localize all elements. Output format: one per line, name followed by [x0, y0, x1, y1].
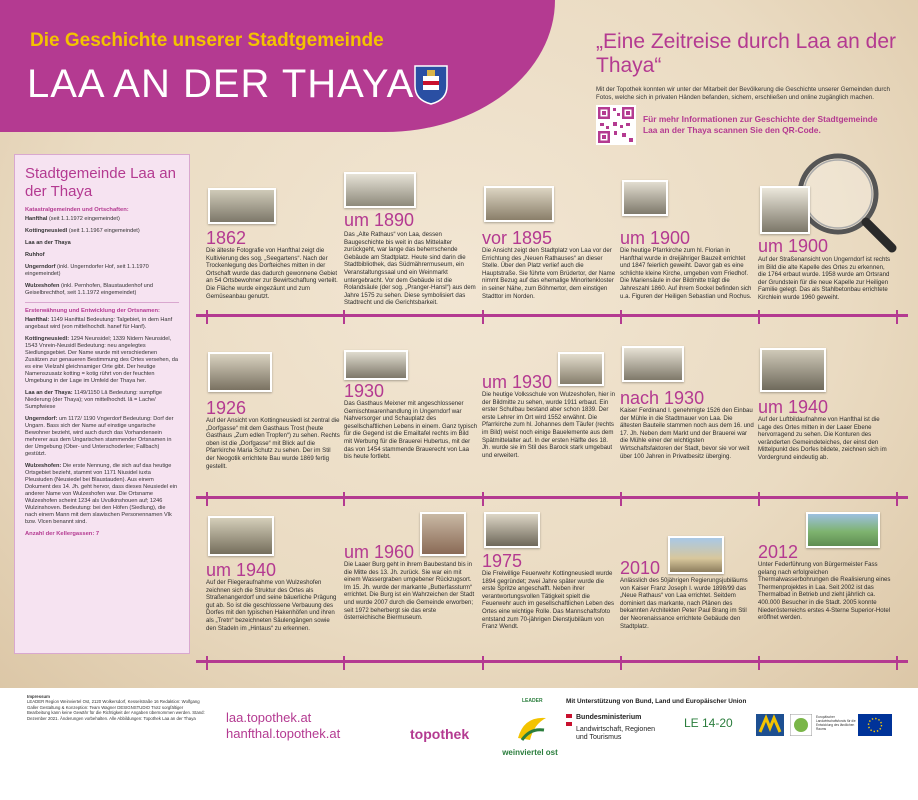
place-note: (inkl. Ungerndorfer Hof, seit 1.1.1970 eingemeindet)	[25, 264, 149, 277]
place-note: (inkl. Pernhofen, Blaustaudenhof und Geiselbrechthof, seit 1.1.1972 eingemeindet)	[25, 283, 154, 296]
entry-text: Die heutige Pfarrkirche zum hl. Florian in Hanfthal wurde in dreijähriger Bauzeit errichtet und 1847 feierlich geweiht. Davor gab es eine schlichte kleine Kirche, umgeben vom Friedhof. Die Mariensäule in der Bildmitte trägt die Jahreszahl 1860. Auf ihrem Sockel befinden sich u.a. Figuren der Heiligen Sebastian und Rochus.	[620, 247, 752, 300]
photo-um-1900-ungerndorf	[760, 186, 810, 234]
place-item	[25, 216, 179, 223]
timeline-tick	[620, 492, 622, 506]
timeline-tick	[758, 656, 760, 670]
header-band	[0, 0, 555, 132]
entry-text: Das Gasthaus Meixner mit angeschlossener Gemischtwarenhandlung in Ungerndorf war Nahversorger und Schauplatz des gesellschaftlichen Lebens in einem. Ganz typisch für die Gegend ist die Emailtafel rechts im Bild mit Werbung für die Brauerei Hubertus, mit der das von 1454 stammende Brauerecht von Laa bis heute fortlebt.	[344, 400, 478, 461]
photo-1862	[208, 188, 276, 224]
place-name: Ruhhof	[25, 252, 45, 258]
timeline-tick	[343, 310, 345, 324]
poster-title: LAA AN DER THAYA	[27, 62, 415, 106]
timeline-tick	[758, 310, 760, 324]
place-name: Ungerndorf	[25, 264, 56, 270]
qr-code-icon[interactable]	[596, 105, 636, 145]
cellar-count: Anzahl der Kellergassen: 7	[25, 531, 100, 537]
place-name: Wulzeshofen	[25, 283, 60, 289]
origin-name: Kottingneusiedl:	[25, 336, 70, 342]
timeline-tick	[758, 492, 760, 506]
origin-item	[25, 463, 179, 526]
entry-text: Die heutige Volksschule von Wulzeshofen, hier in der Bildmitte zu sehen, wurde 1911 erbaut. Ein erster Schulbau bestand aber schon 1839. Der erste Lehrer im Ort wird 1552 erwähnt. Die Pfarrkirche zum hl. Johannes dem Täufer (rechts im Bild) weist noch einige Bauelemente aus dem Spätmittelalter auf. In der ersten Hälfte des 18. Jh. wurde sie im Stil des Barock stark umgebaut und erweitert.	[482, 391, 616, 459]
origin-text: um 1172/ 1190 Vngerdorf Bedeutung: Dorf der Ungarn. Bass sich der Name auf einstige ungarische Bewohner bezieht, wird auch durch das Vorhandensein mehrerer aus dem Ungarischen stammender Ortsnamen in der Umgebung (Ober- und Unterschoderlee; Fallbach) gestützt.	[25, 416, 174, 457]
place-item	[25, 283, 179, 297]
photo-vor-1895	[484, 186, 554, 222]
place-item	[25, 228, 179, 235]
origin-name: Laa an der Thaya:	[25, 390, 73, 396]
origin-item	[25, 336, 179, 385]
entry-text: Unter Federführung von Bürgermeister Fass gelang nach erfolgreichen Thermalwasserbohrungen die Realisierung eines Thermenprojektes in Laa. Seit 2002 ist das Thermalbad in Betrieb und zieht jährlich ca. 400.000 Besucher in die Stadt. 2005 konnte Niederösterreichs erstes 4-Sterne Superior-Hotel eröffnet werden.	[758, 561, 891, 622]
timeline-tick	[206, 656, 208, 670]
origin-name: Hanfthal:	[25, 317, 50, 323]
year-label: 2012	[758, 542, 799, 562]
photo-um-1940-wulzeshofen	[208, 516, 274, 556]
coat-of-arms-icon	[412, 62, 450, 106]
photo-um-1960	[420, 512, 466, 556]
year-label: nach 1930	[620, 388, 705, 408]
eu-flag-icon	[858, 714, 892, 736]
impressum-title: Impressum	[27, 694, 50, 699]
entry-text: Die Laaer Burg geht in ihrem Baubestand bis in die Mitte des 13. Jh. zurück. Sie war ein mit einem Wassergraben umgebener Rückzugsort. Im 15. Jh. wurde der markante „Butterfassturm“ errichtet. Die Burg ist ein Wahrzeichen der Stadt und wurde 2007 durch die Gemeinde erworben; seit 1972 beherbergt sie das erste österreichische Biermuseum.	[344, 561, 475, 622]
entry-text: Kaiser Ferdinand I. genehmigte 1526 den Einbau der Mühle in die Stadtmauer von Laa. Die ältesten Bauteile stammen noch aus dem 16. und 17. Jh. Neben dem Markt und der Brauerei war die Mühle einer der wichtigsten Wirtschaftsfaktoren der Stadt, bevor sie vor weit über 100 Jahren in Privatbesitz überging.	[620, 407, 754, 460]
ministry-logo	[566, 714, 655, 743]
timeline-tick	[620, 310, 622, 324]
timeline-tick	[620, 656, 622, 670]
photo-1926	[208, 352, 272, 392]
timeline-tick	[896, 656, 898, 670]
impressum-text: LEADER Region Weinviertel Ost, 2120 Wolkersdorf, Kesselstraße 16 Redaktion: Wolfgang Galler Gestaltung & Konzeption: Team Wagner DESIGNSTUDIO Trotz sorgfältiger Bearbeitung kann keine Gewähr für die Richtigkeit der Angaben übernommen werden. Stand: Dezember 2021. Änderungen vorbehalten. Alle Abbildungen: Topothek Laa an der Thaya	[27, 699, 205, 721]
place-item	[25, 240, 179, 247]
year-label: 1930	[344, 381, 385, 401]
entry-text: Anlässlich des 50jährigen Regierungsjubiläums von Kaiser Franz Joseph I. wurde 1898/99 das „Neue Rathaus“ von Laa errichtet. Seitdem dominiert das markante, nach Plänen des bekannten Architekten Peter Paul Brang im Stil der Neorenaissance errichtete Gebäude den Stadtplatz.	[620, 577, 748, 630]
photo-um-1890	[344, 172, 416, 208]
ministry-line-1: Bundesministerium	[576, 714, 642, 721]
entry-text: Auf der Luftbildaufnahme von Hanfthal ist die Lage des Ortes mitten in der Laaer Ebene hervorragend zu sehen. Die Konturen des veränderten Gemeindeteiches, der einst den Mittelpunkt des Dorfes bildete, zeichnen sich im Vordergrund eindeutig ab.	[758, 416, 887, 461]
origin-text: 1149/1150 Lâ Bedeutung: sumpfige Niederung (der Thaya); von mittelhochdt. lâ = Lache/ Sumpfwiese	[25, 390, 162, 410]
poster-subtitle: Die Geschichte unserer Stadtgemeinde	[30, 30, 384, 51]
qr-instruction: Für mehr Informationen zur Geschichte der Stadtgemeinde Laa an der Thaya scannen Sie den QR-Code.	[643, 114, 878, 135]
entry-text: Das „Alte Rathaus“ von Laa, dessen Baugeschichte bis weit in das Mittelalter zurückgeht, war lange das beherrschende Gebäude am Stadtplatz. Heute sind darin die Stadtbibliothek, das Südmährermuseum, ein Veranstaltungssaal und ein Weinmarkt untergebracht. Vor dem Gebäude ist die Rolandsäule (der sog. „Pranger-Hansl“) aus dem Jahre 1575 zu sehen. Diese symbolisiert das Stadtrecht und die Gerichtsbarkeit.	[344, 231, 476, 307]
place-list	[25, 216, 179, 297]
noe-logo-icon	[756, 714, 784, 736]
year-label: vor 1895	[482, 228, 553, 248]
intro-description: Mit der Topothek konnten wir unter der Mitarbeit der Bevölkerung die Geschichte unserer Gemeinden durch Fotos, welche sich in privaten Händen befanden, sichern, erschließen und online zugänglich machen.	[596, 86, 890, 101]
link-laa[interactable]: laa.topothek.at	[226, 710, 312, 725]
year-label: um 1960	[344, 542, 415, 562]
place-name: Hanfthal	[25, 216, 48, 222]
link-hanfthal[interactable]: hanfthal.topothek.at	[226, 726, 341, 741]
timeline-tick	[206, 492, 208, 506]
topothek-links	[226, 710, 340, 742]
funding-note: Mit Unterstützung von Bund, Land und Europäischer Union	[566, 698, 747, 705]
origin-item	[25, 317, 179, 331]
photo-um-1900	[622, 180, 668, 216]
year-label: 1975	[482, 551, 523, 571]
timeline-tick	[206, 310, 208, 324]
entry-text: Auf der Ansicht von Kottingneusiedl ist zentral die „Dorfgasse“ mit dem Gasthaus Trost (heute Gasthaus „Zum edlen Tropfen“) zu sehen. Rechts oben ist die „Dorfgasse“ mit Blick auf die Pfarrkirche Maria Schutz zu sehen. Der im Stil der Neogotik errichtete Bau wurde 1869 fertig gestellt.	[206, 417, 340, 470]
year-label: um 1900	[758, 236, 829, 256]
origin-item	[25, 390, 179, 411]
place-note: (seit 1.1.1972 eingemeindet)	[48, 216, 120, 222]
topothek-logo: topothek	[410, 726, 470, 742]
entry-text: Auf der Fliegeraufnahme von Wulzeshofen zeichnen sich die Struktur des Ortes als Straßenangerdorf und seine bäuerliche Prägung gut ab. So ist die geschlossene Verbauung des Dorfes mit den typischen Hakenhöfen und ihren als „Tretn“ bezeichneten Säulengängen sowie den Stadeln im „Hintaus“ zu erkennen.	[206, 579, 337, 632]
ministry-line-3: und Tourismus	[576, 734, 622, 742]
origin-name: Wulzeshofen:	[25, 463, 62, 469]
austria-flag-icon	[566, 714, 572, 726]
leader-brand: weinviertel ost	[502, 748, 558, 757]
place-name: Laa an der Thaya	[25, 240, 71, 246]
divider	[25, 302, 179, 303]
year-label: um 1890	[344, 210, 415, 230]
origin-list	[25, 317, 179, 526]
eu-fund-text: Europäischer Landwirtschaftsfonds für die Entwicklung des ländlichen Raums	[816, 715, 856, 731]
timeline-line	[196, 660, 908, 663]
timeline-tick	[343, 492, 345, 506]
impressum	[27, 694, 207, 721]
place-item	[25, 252, 179, 259]
sidebar-title: Stadtgemeinde Laa an der Thaya	[25, 165, 176, 200]
photo-um-1940-hanfthal	[760, 348, 826, 392]
entry-text: Die älteste Fotografie von Hanfthal zeigt die Kultivierung des sog. „Seegartens“. Nach der Trockenlegung des Dorfteiches mitten in der Ortschaft wurde das dadurch gewonnene Gebiet an 54 Ortsbewohner zur Bewirtschaftung verteilt. Die Fläche wurde eingezäunt und zum Gemüseanbau genutzt.	[206, 247, 338, 300]
year-label: 1926	[206, 398, 247, 418]
footer	[0, 688, 918, 800]
origin-text: 1294 Neunsidel; 1339 Nidern Neunsidel, 1543 Vnrein-Neusidl Bedeutung: neu angelegtes Siedlungsgebiet. Der Name wurde mit verschiedenen Zusätzen zur genaueren Bestimmung des Ortes versehen, da es eine Vielzahl gleichnamiger Orte gibt. Der heutige Namenszusatz kotting = kotig rührt von der feuchten Umgebung in der Lage im Umfeld der Thaya her.	[25, 336, 178, 384]
leader-logo-icon	[514, 710, 550, 746]
year-label: um 1930	[482, 372, 553, 392]
intro-block	[596, 30, 896, 102]
photo-1930	[344, 350, 408, 380]
entry-text: Die Freiwillige Feuerwehr Kottingneusiedl wurde 1894 gegründet; zwei Jahre später wurde die erste Spritze angeschafft. Neben ihrer verantwortungsvollen Tätigkeit spielt die Feuerwehr auch im gesellschaftlichen Leben des Ortes eine wichtige Rolle. Das Mannschaftsfoto entstand zum 70-jährigen Dienstjubiläum von Franz Wendt.	[482, 570, 615, 631]
origin-name: Ungerndorf:	[25, 416, 58, 422]
timeline-tick	[482, 310, 484, 324]
place-note: (seit 1.1.1967 eingemeindet)	[68, 228, 140, 234]
eu-rural-fund-icon	[790, 714, 812, 736]
origin-text: Die erste Nennung, die sich auf das heutige Ortsgebiet bezieht, stammt von 1171 Niusidel iuxta Pleusiuden (Neusiedel bei Blaustauden). Aus einem Dokument des 14. Jh. geht hervor, dass dieses Neusiedel ein anderer Name von Wulzeshofen war. Die Ortsname Wulzeshofen scheint 1234 als Uvulkinshouen auf; 1246 Wulzinshoven. Bedeutung: bei den Höfen (Siedlung), die nach einem Mann mit dem slawischen Personennamen Vlk bzw. Vlcen benannt sind.	[25, 463, 178, 525]
intro-heading: „Eine Zeitreise durch Laa an der Thaya“	[596, 30, 896, 77]
timeline-tick	[343, 656, 345, 670]
year-label: 2010	[620, 558, 661, 578]
timeline-line	[196, 314, 908, 317]
le-14-20-logo: LE 14-20	[684, 716, 733, 730]
entry-text: Auf der Straßenansicht von Ungerndorf ist rechts im Bild die alte Kapelle des Ortes zu erkennen, die 1764 erbaut wurde. 1958 wurde am Ortsrand der Grundstein für die neue Kapelle zur Heiligen Familie gelegt. Das als Stahlbetonbau errichtete Kirchlein wurde 1960 geweiht.	[758, 256, 891, 301]
ministry-line-2: Landwirtschaft, Regionen	[576, 726, 655, 733]
place-item	[25, 264, 179, 278]
timeline-tick	[896, 310, 898, 324]
sidebar-heading: Katastralgemeinden und Ortschaften:	[25, 207, 129, 213]
year-label: um 1940	[758, 397, 829, 417]
origin-item	[25, 416, 179, 458]
timeline-line	[196, 496, 908, 499]
timeline-tick	[482, 492, 484, 506]
photo-2012	[806, 512, 880, 548]
place-name: Kottingneusiedl	[25, 228, 68, 234]
entry-text: Die Ansicht zeigt den Stadtplatz von Laa vor der Errichtung des „Neuen Rathauses“ an dieser Stelle. Über den Platz verlief auch die Hauptstraße. Sie führte vom Brüdertor, der Name nimmt Bezug auf das ehemalige Minoritenkloster in seiner Nähe, zum Böhmertor, dem einstigen Stadttor im Norden.	[482, 247, 616, 300]
timeline-tick	[482, 656, 484, 670]
sidebar-heading: Ersterwähnung und Entwicklung der Ortsnamen:	[25, 308, 160, 314]
photo-1975	[484, 512, 540, 548]
leader-label: LEADER	[522, 698, 543, 704]
year-label: um 1900	[620, 228, 691, 248]
photo-nach-1930	[622, 346, 684, 382]
photo-um-1930	[558, 352, 604, 386]
timeline-tick	[896, 492, 898, 506]
year-label: um 1940	[206, 560, 277, 580]
origin-text: 1149 Hanifttal Bedeutung: Talgebiet, in dem Hanf angebaut wird (von mittelhochdt. hanef für Hanf).	[25, 317, 173, 330]
year-label: 1862	[206, 228, 247, 248]
sidebar	[14, 154, 190, 654]
photo-2010	[668, 536, 724, 574]
